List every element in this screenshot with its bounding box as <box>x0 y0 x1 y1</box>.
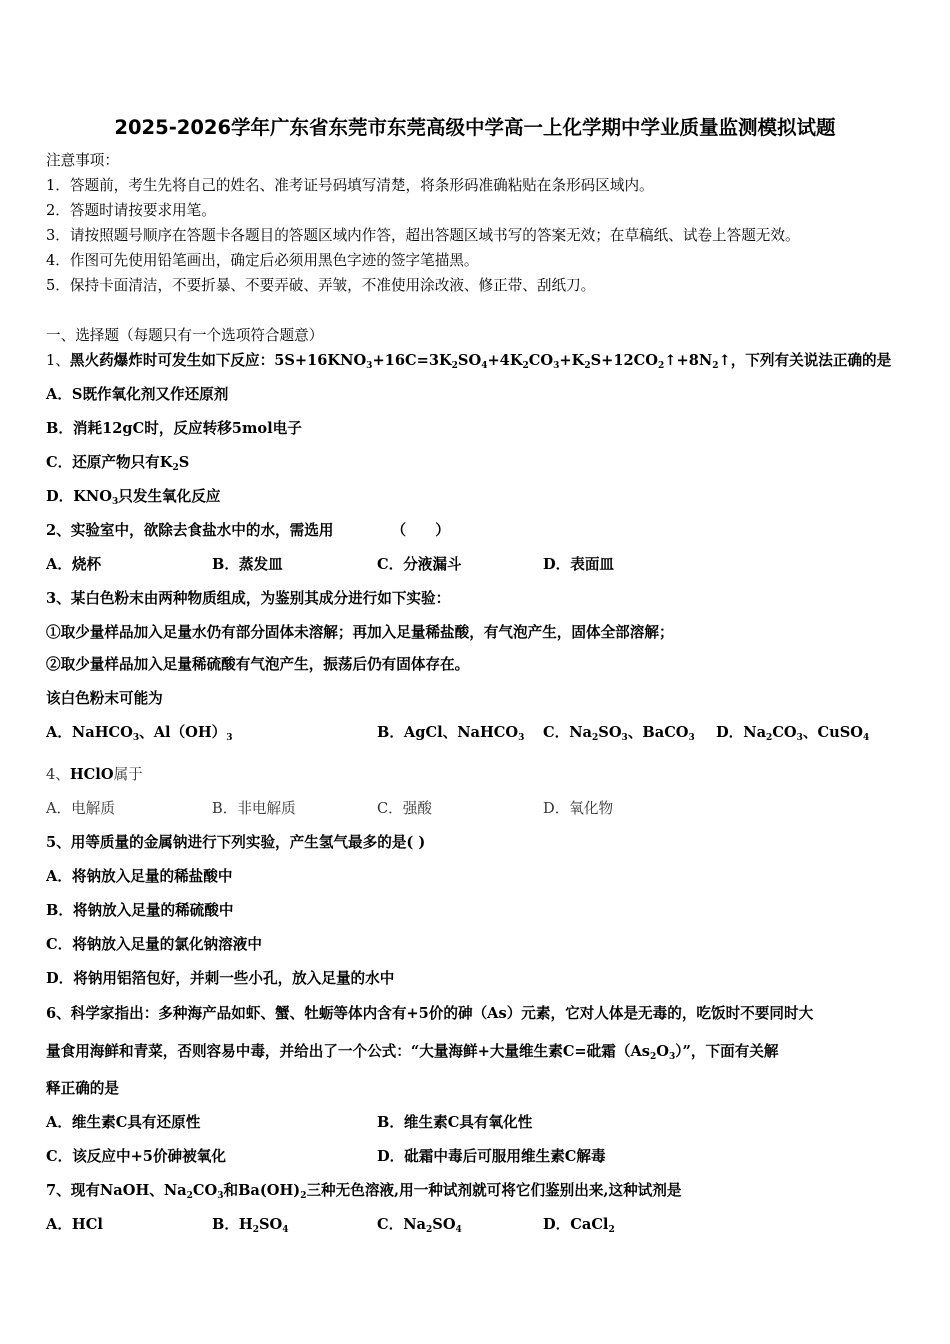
question-5-stem: 5、用等质量的金属钠进行下列实验，产生氢气最多的是( ) <box>46 834 426 851</box>
note-item-3: 3．请按照题号顺序在答题卡各题目的答题区域内作答，超出答题区域书写的答案无效；在草稿纸、试卷上答题无效。 <box>46 227 800 244</box>
note-item-2: 2．答题时请按要求用笔。 <box>46 202 216 219</box>
q2-option-c: C．分液漏斗 <box>377 556 462 573</box>
note-item-5: 5．保持卡面清洁，不要折暴、不要弄破、弄皱，不准使用涂改液、修正带、刮纸刀。 <box>46 277 596 294</box>
q2-option-a: A．烧杯 <box>46 556 102 573</box>
question-4-stem: 4、HClO属于 <box>46 766 143 783</box>
q1-option-a: A．S既作氧化剂又作还原剂 <box>46 386 229 403</box>
q6-option-c: C．该反应中+5价砷被氧化 <box>46 1148 226 1165</box>
q2-option-d: D．表面皿 <box>543 556 615 573</box>
q3-option-c: C．$Na_2SO_3$、BaCO$_3$ <box>543 724 695 743</box>
q5-option-a: A．将钠放入足量的稀盐酸中 <box>46 868 233 885</box>
question-1-stem <box>46 352 891 370</box>
q7-option-a: A．HCl <box>46 1216 103 1233</box>
question-3-stem: 3、某白色粉末由两种物质组成，为鉴别其成分进行如下实验： <box>46 590 451 607</box>
note-item-4: 4．作图可先使用铅笔画出，确定后必须用黑色字迹的签字笔描黑。 <box>46 252 479 269</box>
q1-text: 黑火药爆炸时可发生如下反应：$5S+16KNO_3+16C=3K_2SO_4+4K_2CO_3+K_2S+12CO_2↑+8N_2↑$，下列有关说法正确的是 <box>69 352 892 371</box>
question-6-line-3: 释正确的是 <box>46 1080 119 1097</box>
q1-option-d: D．$KNO_3$只发生氧化反应 <box>46 488 221 507</box>
q4-option-b: B．非电解质 <box>212 800 296 817</box>
q3-ask: 该白色粉末可能为 <box>46 690 163 707</box>
question-2-stem: 2、实验室中，欲除去食盐水中的水，需选用 （ ） <box>46 522 450 539</box>
question-7-stem: 7、现有NaOH、$Na_2CO_3$和$Ba(OH)_2$三种无色溶液,用一种试剂就可将它们鉴别出来,这种试剂是 <box>46 1182 682 1201</box>
q4-option-d: D．氧化物 <box>543 800 614 817</box>
q3-step-2: ②取少量样品加入足量稀硫酸有气泡产生，振荡后仍有固体存在。 <box>46 656 470 673</box>
section-heading: 一、选择题（每题只有一个选项符合题意） <box>46 327 324 344</box>
note-item-1: 1．答题前，考生先将自己的姓名、准考证号码填写清楚，将条形码准确粘贴在条形码区域内。 <box>46 177 654 194</box>
q1-number: 1、 <box>46 352 70 369</box>
q5-option-d: D．将钠用铝箔包好，并刺一些小孔，放入足量的水中 <box>46 970 395 987</box>
q3-option-a: A．NaHCO$_3$、$Al(OH)_3$ <box>46 724 233 743</box>
q7-option-b: B．$H_2SO_4$ <box>212 1216 289 1235</box>
q6-option-a: A．维生素C具有还原性 <box>46 1114 201 1131</box>
q3-option-b: B．AgCl、NaHCO$_3$ <box>377 724 525 743</box>
q2-option-b: B．蒸发皿 <box>212 556 283 573</box>
q7-option-d: D．CaCl$_2$ <box>543 1216 615 1235</box>
q3-step-1: ①取少量样品加入足量水仍有部分固体未溶解；再加入足量稀盐酸，有气泡产生，固体全部溶解； <box>46 624 674 641</box>
q5-option-b: B．将钠放入足量的稀硫酸中 <box>46 902 234 919</box>
q3-option-d: D．$Na_2CO_3$、CuSO$_4$ <box>716 724 870 743</box>
notes-header: 注意事项： <box>46 152 119 169</box>
q6-option-b: B．维生素C具有氧化性 <box>377 1114 533 1131</box>
q5-option-c: C．将钠放入足量的氯化钠溶液中 <box>46 936 262 953</box>
exam-title: 2025-2026学年广东省东莞市东莞高级中学高一上化学期中学业质量监测模拟试题 <box>114 116 836 139</box>
question-6-line-1: 6、科学家指出：多种海产品如虾、蟹、牡蛎等体内含有+5价的砷（As）元素，它对人体是无毒的，吃饭时不要同时大 <box>46 1005 814 1022</box>
q1-option-c: C．还原产物只有$K_2S$ <box>46 454 190 473</box>
q4-option-c: C．强酸 <box>377 800 432 817</box>
q7-option-c: C．$Na_2SO_4$ <box>377 1216 462 1235</box>
q1-option-b: B．消耗12gC时，反应转移5mol电子 <box>46 420 302 437</box>
q6-option-d: D．砒霜中毒后可服用维生素C解毒 <box>377 1148 606 1165</box>
question-6-line-2: 量食用海鲜和青菜，否则容易中毒，并给出了一个公式：“大量海鲜+大量维生素C=砒霜$(As_2O_3)$”，下面有关解 <box>46 1043 779 1062</box>
q4-option-a: A．电解质 <box>46 800 115 817</box>
